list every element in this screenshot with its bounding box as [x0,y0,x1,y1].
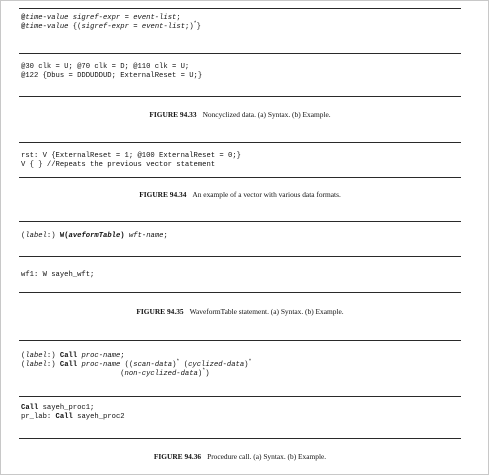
caption-text: An example of a vector with various data formats. [192,190,341,199]
code-block-94-34 [21,152,241,170]
figure-number: FIGURE 94.34 [139,190,187,199]
example-block-94-35 [21,271,94,280]
code-line-1: rst: V {ExternalReset = 1; @100 ExternalReset = 0;} [21,152,241,160]
figure-number: FIGURE 94.35 [136,307,184,316]
figure-caption-94-35 [19,307,461,316]
syntax-line-2: @time-value {(sigref-expr = event-list;)*} [21,20,201,31]
syntax-line-2: (label:) Call proc-name ((scan-data)* (cyclized-data)* [21,358,252,369]
syntax-line-1: (label:) Call proc-name; [21,352,125,360]
rule [19,53,461,54]
rule [19,438,461,439]
figure-number: FIGURE 94.33 [149,110,197,119]
caption-text: Procedure call. (a) Syntax. (b) Example. [207,452,327,461]
syntax-line-1: @time-value sigref-expr = event-list; [21,14,181,22]
rule [19,142,461,143]
example-line-1: @30 clk = U; @70 clk = D; @110 clk = U; [21,63,190,71]
example-line-1: Call sayeh_proc1; [21,404,95,412]
code-line-2: V { } //Repeats the previous vector statement [21,161,216,169]
syntax-block-94-35: (label:) W(aveformTable) wft-name; [21,232,168,240]
rule [19,292,461,293]
example-block-94-33 [21,63,202,81]
syntax-line-3: (non-cyclized-data)*) [120,367,210,378]
figure-caption-94-36 [19,452,461,461]
caption-text: WaveformTable statement. (a) Syntax. (b) Example. [189,307,344,316]
example-line-2: pr_lab: Call sayeh_proc2 [21,413,125,421]
caption-text: Noncyclized data. (a) Syntax. (b) Example. [202,110,331,119]
figure-caption-94-34 [19,190,461,199]
syntax-block-94-33 [21,14,201,32]
figure-caption-94-33 [19,110,461,119]
rule [19,177,461,178]
syntax-block-94-36 [21,352,252,379]
example-line-2: @122 {Dbus = DDDUDDUD; ExternalReset = U;} [21,72,203,80]
rule [19,8,461,9]
rule [19,96,461,97]
rule [19,340,461,341]
rule [19,221,461,222]
rule [19,256,461,257]
rule [19,396,461,397]
example-block-94-36 [21,404,125,422]
figure-number: FIGURE 94.36 [153,452,202,461]
example-line: wf1: W sayeh_wft; [21,271,95,279]
